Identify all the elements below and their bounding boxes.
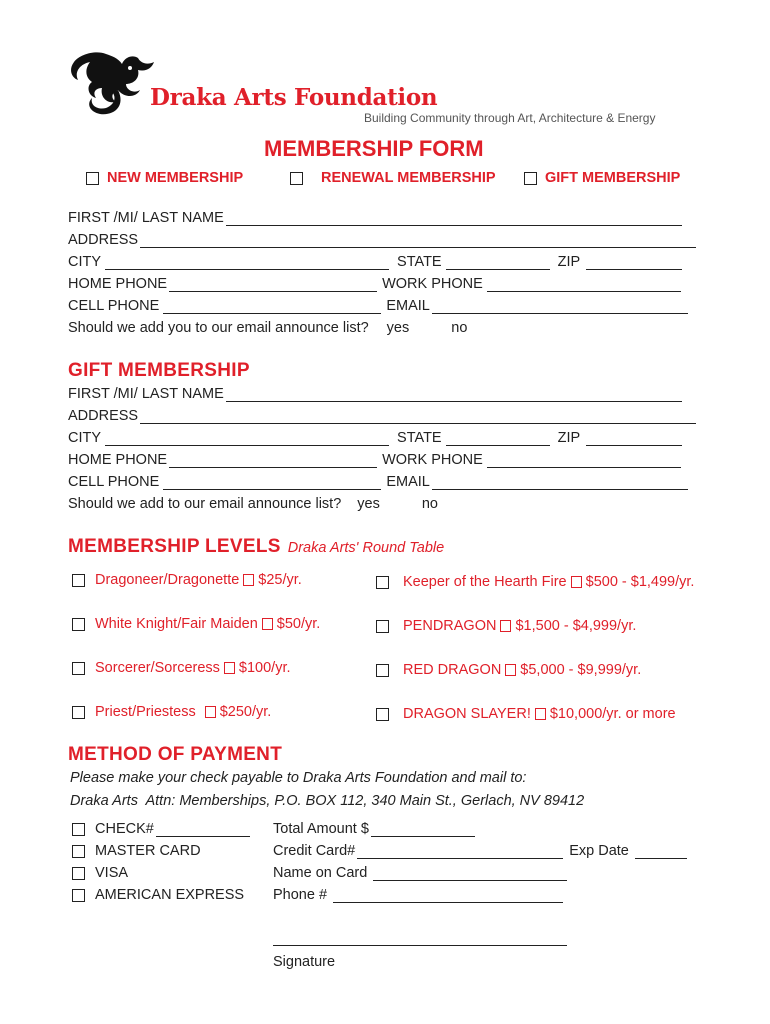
member-email-field[interactable] (432, 299, 688, 314)
levels-heading-row (68, 536, 444, 558)
total-amount-field[interactable] (371, 822, 475, 837)
member-announce-no[interactable]: no (451, 320, 468, 336)
member-name-field[interactable] (226, 211, 682, 226)
member-city-label: CITY (68, 254, 102, 270)
gift-announce-question: Should we add to our email announce list? (68, 496, 342, 512)
amex-checkbox[interactable] (72, 889, 85, 902)
member-address-row (68, 232, 698, 248)
gift-announce-no[interactable]: no (421, 496, 438, 512)
gift-membership-label: GIFT MEMBERSHIP (545, 170, 681, 186)
exp-date-field[interactable] (635, 844, 687, 859)
payment-amex-row[interactable] (72, 887, 244, 903)
level-price: $5,000 - $9,999/yr. (520, 662, 642, 678)
member-state-field[interactable] (446, 255, 550, 270)
level-checkbox[interactable] (376, 620, 389, 633)
level-price: $500 - $1,499/yr. (585, 574, 695, 590)
credit-card-field[interactable] (357, 844, 563, 859)
level-item-pendragon[interactable] (376, 618, 636, 634)
payment-mastercard-row[interactable] (72, 843, 201, 859)
credit-card-row (273, 843, 689, 859)
level-checkbox[interactable] (72, 574, 85, 587)
tagline: Building Community through Art, Architecture & Energy (364, 111, 656, 125)
gift-city-field[interactable] (105, 431, 389, 446)
gift-address-field[interactable] (140, 409, 696, 424)
signature-label: Signature (273, 954, 336, 970)
level-checkbox[interactable] (376, 576, 389, 589)
level-price-box (505, 664, 516, 676)
gift-work-phone-field[interactable] (487, 453, 681, 468)
card-phone-field[interactable] (333, 888, 563, 903)
member-announce-question: Should we add you to our email announce list? (68, 320, 369, 336)
member-cell-row (68, 298, 690, 314)
name-on-card-row (273, 865, 569, 881)
level-name: White Knight/Fair Maiden (95, 616, 258, 632)
level-price: $1,500 - $4,999/yr. (515, 618, 637, 634)
level-name: Sorcerer/Sorceress (95, 660, 220, 676)
levels-heading: MEMBERSHIP LEVELS (68, 536, 281, 557)
level-name: Keeper of the Hearth Fire (403, 574, 567, 590)
mastercard-label: MASTER CARD (95, 843, 201, 859)
gift-city-label: CITY (68, 430, 102, 446)
member-address-label: ADDRESS (68, 232, 139, 248)
card-phone-label: Phone # (273, 887, 328, 903)
gift-membership-checkbox[interactable] (524, 172, 537, 185)
member-email-label: EMAIL (386, 298, 430, 314)
level-price: $50/yr. (276, 616, 321, 632)
new-membership-checkbox[interactable] (86, 172, 99, 185)
member-name-row (68, 210, 684, 226)
member-home-phone-label: HOME PHONE (68, 276, 168, 292)
gift-announce-row (68, 496, 438, 512)
level-item-dragon-slayer[interactable] (376, 706, 676, 722)
level-checkbox[interactable] (72, 618, 85, 631)
level-price-box (205, 706, 216, 718)
gift-address-label: ADDRESS (68, 408, 139, 424)
member-name-label: FIRST /MI/ LAST NAME (68, 210, 224, 226)
gift-home-phone-label: HOME PHONE (68, 452, 168, 468)
level-item-red-dragon[interactable] (376, 662, 641, 678)
level-price-box (243, 574, 254, 586)
gift-phone-row (68, 452, 683, 468)
level-item-sorcerer[interactable] (72, 660, 291, 676)
level-name: PENDRAGON (403, 618, 497, 634)
level-item-keeper[interactable] (376, 574, 694, 590)
payment-visa-row[interactable] (72, 865, 128, 881)
member-cell-phone-label: CELL PHONE (68, 298, 160, 314)
level-item-priest[interactable] (72, 704, 271, 720)
gift-work-phone-label: WORK PHONE (382, 452, 483, 468)
level-name: DRAGON SLAYER! (403, 706, 531, 722)
levels-subheading: Draka Arts' Round Table (287, 540, 445, 556)
gift-home-phone-field[interactable] (169, 453, 377, 468)
gift-address-row (68, 408, 698, 424)
level-price-box (535, 708, 546, 720)
renewal-membership-label: RENEWAL MEMBERSHIP (321, 170, 496, 186)
gift-cell-phone-field[interactable] (163, 475, 381, 490)
name-on-card-field[interactable] (373, 866, 567, 881)
level-checkbox[interactable] (376, 664, 389, 677)
gift-email-label: EMAIL (386, 474, 430, 490)
gift-city-row (68, 430, 684, 446)
level-checkbox[interactable] (376, 708, 389, 721)
renewal-membership-checkbox[interactable] (290, 172, 303, 185)
level-name: Priest/Priestess (95, 704, 196, 720)
member-zip-field[interactable] (586, 255, 682, 270)
level-name: Dragoneer/Dragonette (95, 572, 240, 588)
org-name: Draka Arts Foundation (150, 84, 438, 111)
payment-address: Draka Arts Attn: Memberships, P.O. BOX 112, 340 Main St., Gerlach, NV 89412 (70, 793, 585, 809)
member-city-row (68, 254, 684, 270)
gift-section-heading: GIFT MEMBERSHIP (68, 360, 250, 381)
payment-check-row[interactable] (72, 821, 252, 837)
name-on-card-label: Name on Card (273, 865, 368, 881)
gift-membership-option[interactable] (524, 170, 680, 186)
level-price-box (262, 618, 273, 630)
member-city-field[interactable] (105, 255, 389, 270)
payment-heading: METHOD OF PAYMENT (68, 744, 283, 765)
dragon-logo-icon (66, 48, 158, 118)
member-cell-phone-field[interactable] (163, 299, 381, 314)
logo (66, 48, 158, 118)
level-price: $25/yr. (258, 572, 302, 588)
form-title: MEMBERSHIP FORM (264, 136, 484, 161)
payment-instruction: Please make your check payable to Draka Arts Foundation and mail to: (70, 770, 527, 786)
member-phone-row (68, 276, 683, 292)
gift-email-field[interactable] (432, 475, 688, 490)
level-item-white-knight[interactable] (72, 616, 320, 632)
level-item-dragoneer[interactable] (72, 572, 302, 588)
new-membership-label: NEW MEMBERSHIP (107, 170, 244, 186)
gift-name-row (68, 386, 684, 402)
level-checkbox[interactable] (72, 706, 85, 719)
gift-announce-yes[interactable]: yes (357, 496, 380, 512)
member-announce-yes[interactable]: yes (386, 320, 410, 336)
level-price-box (500, 620, 511, 632)
card-phone-row (273, 887, 565, 903)
member-address-field[interactable] (140, 233, 696, 248)
check-number-field[interactable] (156, 822, 250, 837)
member-announce-row (68, 320, 467, 336)
level-price: $250/yr. (219, 704, 272, 720)
level-price-box (571, 576, 582, 588)
exp-date-label: Exp Date (569, 843, 629, 859)
check-checkbox[interactable] (72, 823, 85, 836)
gift-name-label: FIRST /MI/ LAST NAME (68, 386, 224, 402)
level-checkbox[interactable] (72, 662, 85, 675)
visa-checkbox[interactable] (72, 867, 85, 880)
member-state-label: STATE (397, 254, 442, 270)
visa-label: VISA (95, 865, 129, 881)
amex-label: AMERICAN EXPRESS (95, 887, 245, 903)
gift-name-field[interactable] (226, 387, 682, 402)
member-work-phone-label: WORK PHONE (382, 276, 483, 292)
renewal-membership-option[interactable] (290, 170, 496, 186)
member-work-phone-field[interactable] (487, 277, 681, 292)
gift-zip-label: ZIP (557, 430, 581, 446)
member-zip-label: ZIP (557, 254, 581, 270)
level-name: RED DRAGON (403, 662, 502, 678)
gift-cell-phone-label: CELL PHONE (68, 474, 160, 490)
total-amount-label: Total Amount $ (273, 821, 369, 837)
total-amount-row (273, 821, 477, 837)
credit-card-label: Credit Card# (273, 843, 356, 859)
mastercard-checkbox[interactable] (72, 845, 85, 858)
signature-line[interactable] (273, 945, 567, 946)
level-price: $10,000/yr. or more (549, 706, 676, 722)
gift-state-field[interactable] (446, 431, 550, 446)
check-label: CHECK# (95, 821, 154, 837)
level-price-box (224, 662, 235, 674)
member-home-phone-field[interactable] (169, 277, 377, 292)
gift-zip-field[interactable] (586, 431, 682, 446)
new-membership-option[interactable] (86, 170, 243, 186)
gift-cell-row (68, 474, 690, 490)
gift-state-label: STATE (397, 430, 442, 446)
level-price: $100/yr. (238, 660, 291, 676)
